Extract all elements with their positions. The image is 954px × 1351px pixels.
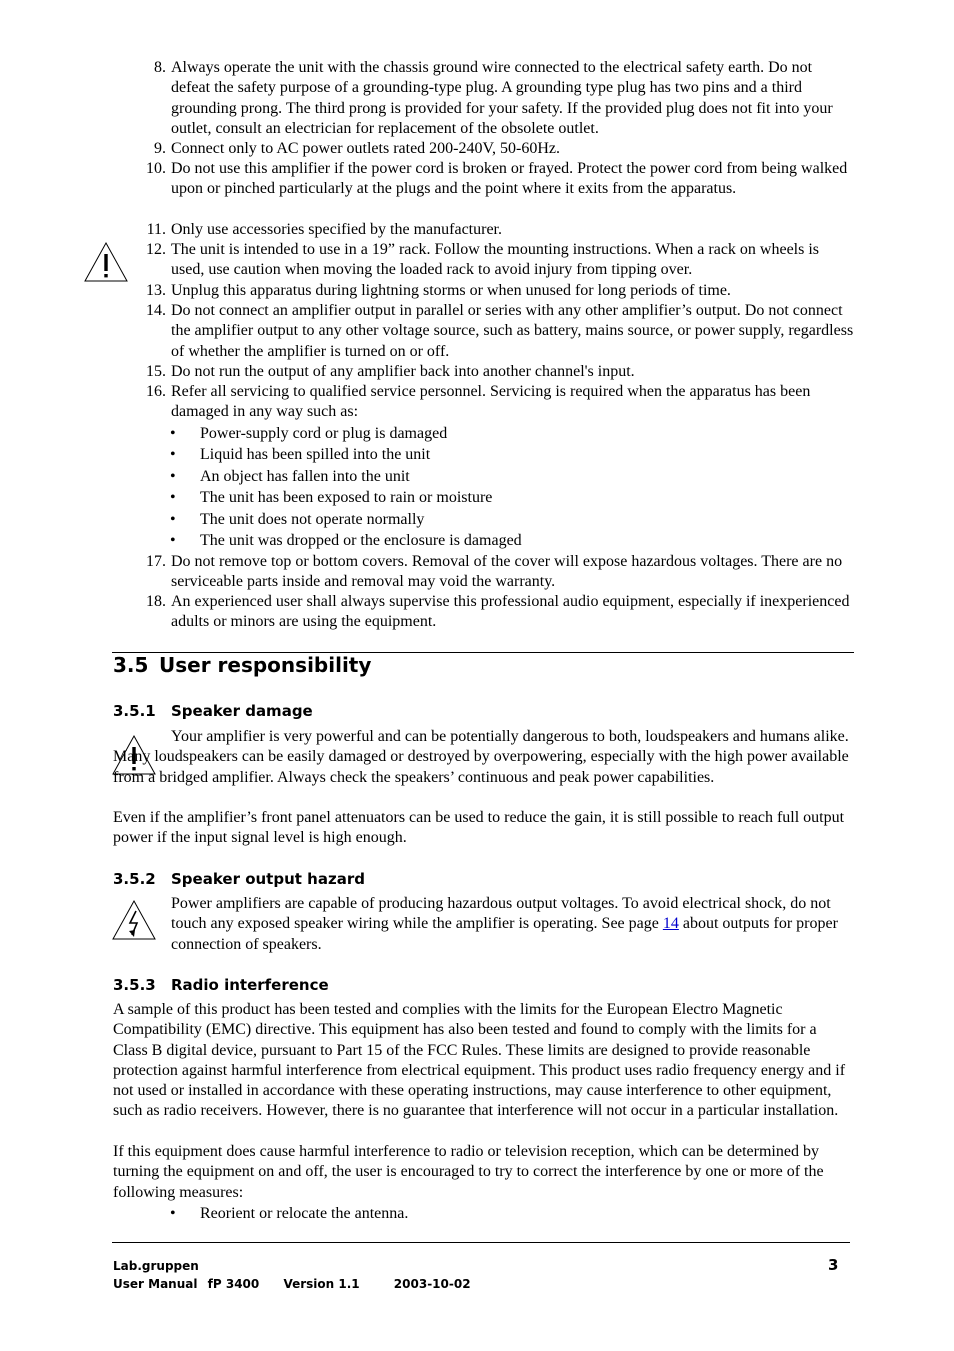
bullet-item xyxy=(170,1204,850,1224)
bullet-text: Power-supply cord or plug is damaged xyxy=(200,425,448,442)
item-number: 11. xyxy=(146,221,166,238)
bullet-item xyxy=(170,424,850,444)
subsection-title: Speaker damage xyxy=(171,702,313,720)
footer-date: 2003-10-02 xyxy=(393,1277,471,1291)
item-text: Unplug this apparatus during lightning storms or when unused for long periods of time. xyxy=(171,282,731,299)
subsection-heading-speaker-output-hazard xyxy=(113,869,365,889)
item-number: 9. xyxy=(154,140,166,157)
item-text: An experienced user shall always supervise this professional audio equipment, especially if inexperienced adults or minors are using the equipment. xyxy=(171,593,850,631)
item-number: 13. xyxy=(146,282,166,299)
item-text: Always operate the unit with the chassis ground wire connected to the electrical safety earth. Do not defeat the safety purpose of a grounding-type plug. A grounding type plug has two pins and a third grounding prong. The third prong is provided for your safety. If the provided plug does not fit into your outlet, consult an electrician for replacement of the obsolete outlet. xyxy=(171,59,833,137)
list-item-15 xyxy=(140,362,855,382)
hazard-text-end: about outputs for proper connection of speakers. xyxy=(171,915,838,953)
item-number: 16. xyxy=(146,383,166,400)
bullet-marker: • xyxy=(170,489,176,506)
section-heading xyxy=(113,655,371,675)
bullet-marker: • xyxy=(170,446,176,463)
bullet-marker: • xyxy=(170,425,176,442)
speaker-output-hazard-paragraph xyxy=(171,894,855,955)
subsection-heading-speaker-damage xyxy=(113,701,313,721)
subsection-number: 3.5.3 xyxy=(113,976,156,994)
item-number: 12. xyxy=(146,241,166,258)
bullet-text: Liquid has been spilled into the unit xyxy=(200,446,431,463)
item-number: 14. xyxy=(146,302,166,319)
list-item-17 xyxy=(140,552,855,593)
bullet-text: The unit does not operate normally xyxy=(200,511,425,528)
lightning-triangle-icon xyxy=(111,898,157,942)
bullet-text: The unit was dropped or the enclosure is damaged xyxy=(200,532,522,549)
speaker-damage-paragraph-2: Even if the amplifier’s front panel attenuators can be used to reduce the gain, it is still possible to reach full output power if the input signal level is high enough. xyxy=(113,809,845,847)
subsection-title: Speaker output hazard xyxy=(171,870,365,888)
item-text: Do not connect an amplifier output in parallel or series with any other amplifier’s output. Do not connect the amplifier output to any other voltage source, such as battery, mains source, or power supply, regardless of whether the amplifier is turned on or off. xyxy=(171,302,854,360)
list-item-10 xyxy=(140,159,855,200)
subsection-title: Radio interference xyxy=(171,976,329,994)
item-number: 8. xyxy=(154,59,166,76)
bullet-text: An object has fallen into the unit xyxy=(200,468,410,485)
subsection-number: 3.5.2 xyxy=(113,870,156,888)
section-number: 3.5 xyxy=(113,653,149,677)
radio-interference-paragraph-2: If this equipment does cause harmful interference to radio or television reception, which can be determined by turning the equipment on and off, the user is encouraged to try to correct the interference by one or more of the following measures: xyxy=(113,1143,824,1201)
bullet-text: The unit has been exposed to rain or moisture xyxy=(200,489,493,506)
item-text: Do not use this amplifier if the power cord is broken or frayed. Protect the power cord from being walked upon or pinched particularly at the plugs and the point where it exits from the apparatus. xyxy=(171,160,848,198)
footer-model: fP 3400 xyxy=(207,1277,260,1291)
bullet-item xyxy=(170,467,850,487)
item-text: The unit is intended to use in a 19” rack. Follow the mounting instructions. When a rack on wheels is used, use caution when moving the loaded rack to avoid injury from tipping over. xyxy=(171,241,820,279)
item-text: Only use accessories specified by the manufacturer. xyxy=(171,221,502,238)
list-item-14 xyxy=(140,301,855,362)
list-item-16 xyxy=(140,382,855,423)
list-item-11 xyxy=(140,220,855,240)
list-item-8 xyxy=(140,58,855,139)
footer-divider xyxy=(112,1242,850,1243)
bullet-marker: • xyxy=(170,1205,176,1222)
section-title: User responsibility xyxy=(159,653,372,677)
page-reference-link[interactable]: 14 xyxy=(662,915,679,933)
item-text: Do not run the output of any amplifier back into another channel's input. xyxy=(171,363,635,380)
list-item-18 xyxy=(140,592,855,633)
bullet-marker: • xyxy=(170,511,176,528)
list-item-13 xyxy=(140,281,855,301)
footer-version: Version 1.1 xyxy=(283,1277,360,1291)
footer-company: Lab.gruppen xyxy=(113,1259,199,1273)
radio-interference-paragraph: A sample of this product has been tested and complies with the limits for the European Electro Magnetic Compatibility (EMC) directive. This equipment has also been tested and found to comply with the limits for a Class B digital device, pursuant to Part 15 of the FCC Rules. These limits are designed to provide reasonable protection against harmful interference from electrical equipment. This product uses radio frequency energy and if not used or installed in accordance with these operating instructions, may cause interference to other equipment, such as radio receivers. However, there is no guarantee that interference will not occur in a particular installation. xyxy=(113,1001,846,1120)
item-number: 17. xyxy=(146,553,166,570)
item-number: 18. xyxy=(146,593,166,610)
footer-manual: User Manual xyxy=(113,1277,198,1291)
bullet-marker: • xyxy=(170,468,176,485)
list-item-12 xyxy=(140,240,855,281)
item-number: 15. xyxy=(146,363,166,380)
hazard-text: Power amplifiers are capable of producing hazardous output voltages. To avoid electrical shock, do not touch any exposed speaker wiring while the amplifier is operating. See page xyxy=(171,895,831,933)
bullet-text: Reorient or relocate the antenna. xyxy=(200,1205,409,1222)
item-text: Connect only to AC power outlets rated 200-240V, 50-60Hz. xyxy=(171,140,560,157)
bullet-item xyxy=(170,445,850,465)
item-text: Refer all servicing to qualified service personnel. Servicing is required when the apparatus has been damaged in any way such as: xyxy=(171,383,811,421)
subsection-number: 3.5.1 xyxy=(113,702,156,720)
bullet-item xyxy=(170,531,850,551)
page-number: 3 xyxy=(828,1256,839,1274)
bullet-marker: • xyxy=(170,532,176,549)
list-item-9 xyxy=(140,139,855,159)
item-number: 10. xyxy=(146,160,166,177)
speaker-damage-paragraph: Your amplifier is very powerful and can be potentially dangerous to both, loudspeakers and humans alike. Many loudspeakers can be easily damaged or destroyed by overpowering, especially with the high power available from a bridged amplifier. Always check the speakers’ continuous and peak power capabilities. xyxy=(113,728,849,786)
subsection-heading-radio-interference xyxy=(113,975,329,995)
bullet-item xyxy=(170,510,850,530)
item-text: Do not remove top or bottom covers. Removal of the cover will expose hazardous voltages. There are no serviceable parts inside and removal may void the warranty. xyxy=(171,553,843,591)
footer-manual-info xyxy=(113,1274,471,1294)
warning-triangle-icon xyxy=(83,240,129,284)
bullet-item xyxy=(170,488,850,508)
